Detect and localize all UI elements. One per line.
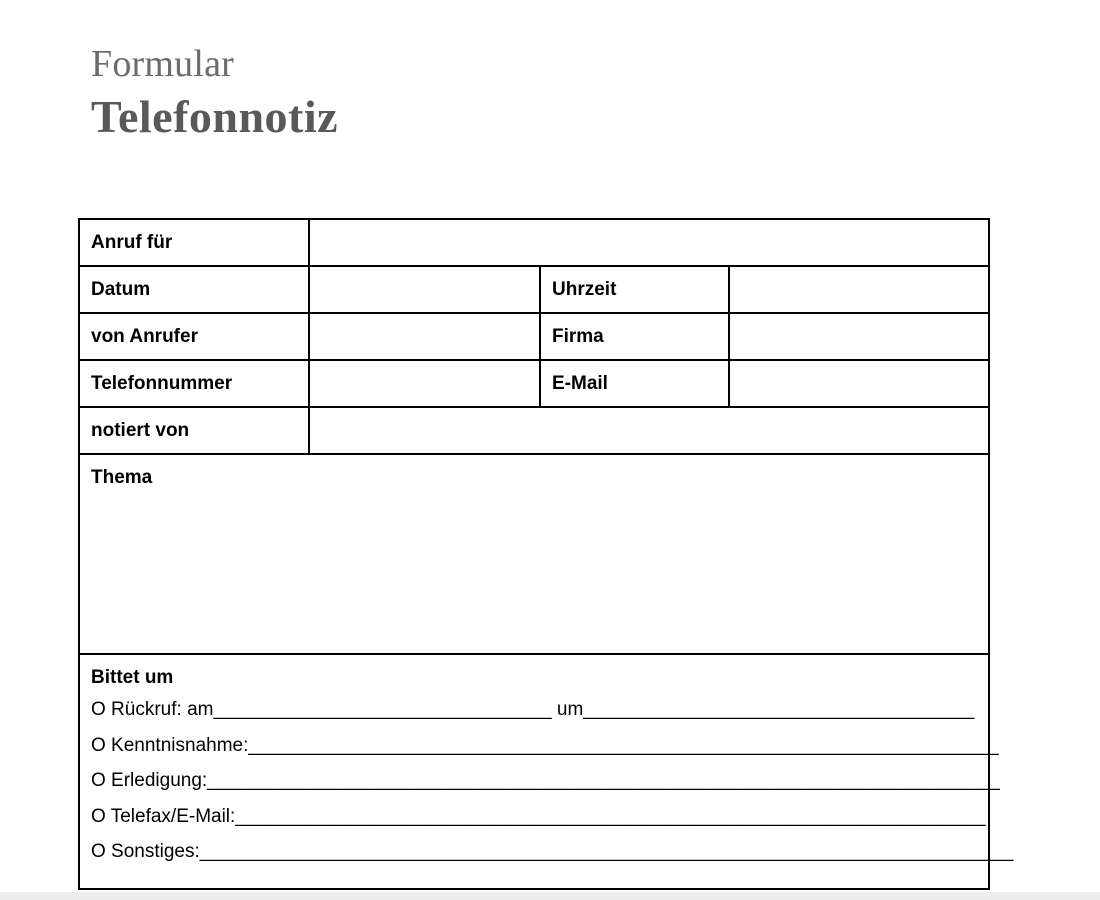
bittet-um-section (79, 654, 1014, 889)
form-row-notiert-von (79, 407, 989, 454)
form-row-anruf-fuer (79, 219, 989, 266)
label-notiert-von: notiert von (79, 407, 309, 454)
option-rueckruf[interactable]: O Rückruf: am________________________________ um_____________________________________ (91, 699, 975, 720)
option-erledigung[interactable]: O Erledigung:___________________________________________________________________________ (91, 770, 1000, 791)
document-title: Telefonnotiz (91, 91, 339, 142)
field-uhrzeit[interactable] (729, 266, 989, 313)
phone-note-form (78, 218, 1014, 890)
label-datum: Datum (79, 266, 309, 313)
field-notiert-von[interactable] (309, 407, 989, 454)
option-telefax-email[interactable]: O Telefax/E-Mail:_______________________________________________________________________ (91, 805, 986, 827)
label-anruf-fuer: Anruf für (79, 219, 309, 266)
option-sonstiges[interactable]: O Sonstiges:_____________________________________________________________________________ (91, 841, 1014, 862)
field-von-anrufer[interactable] (309, 313, 540, 360)
label-telefonnummer: Telefonnummer (79, 360, 309, 407)
label-uhrzeit: Uhrzeit (540, 266, 729, 313)
field-telefonnummer[interactable] (309, 360, 540, 407)
field-email[interactable] (729, 360, 989, 407)
option-kenntnisnahme[interactable]: O Kenntnisnahme:_______________________________________________________________________ (91, 734, 999, 756)
label-email: E-Mail (540, 360, 729, 407)
form-row-datum (79, 266, 989, 313)
window-bottom-edge (0, 892, 1100, 900)
field-anruf-fuer[interactable] (309, 219, 989, 266)
field-firma[interactable] (729, 313, 989, 360)
form-row-telefon (79, 360, 989, 407)
label-von-anrufer: von Anrufer (79, 313, 309, 360)
field-thema[interactable] (79, 454, 989, 654)
label-thema: Thema (91, 467, 153, 488)
form-row-thema (79, 454, 989, 654)
label-firma: Firma (540, 313, 729, 360)
form-row-bittet-um (79, 654, 989, 889)
document-subtitle: Formular (91, 43, 235, 85)
field-datum[interactable] (309, 266, 540, 313)
label-bittet-um: Bittet um (91, 667, 174, 688)
form-row-anrufer (79, 313, 989, 360)
